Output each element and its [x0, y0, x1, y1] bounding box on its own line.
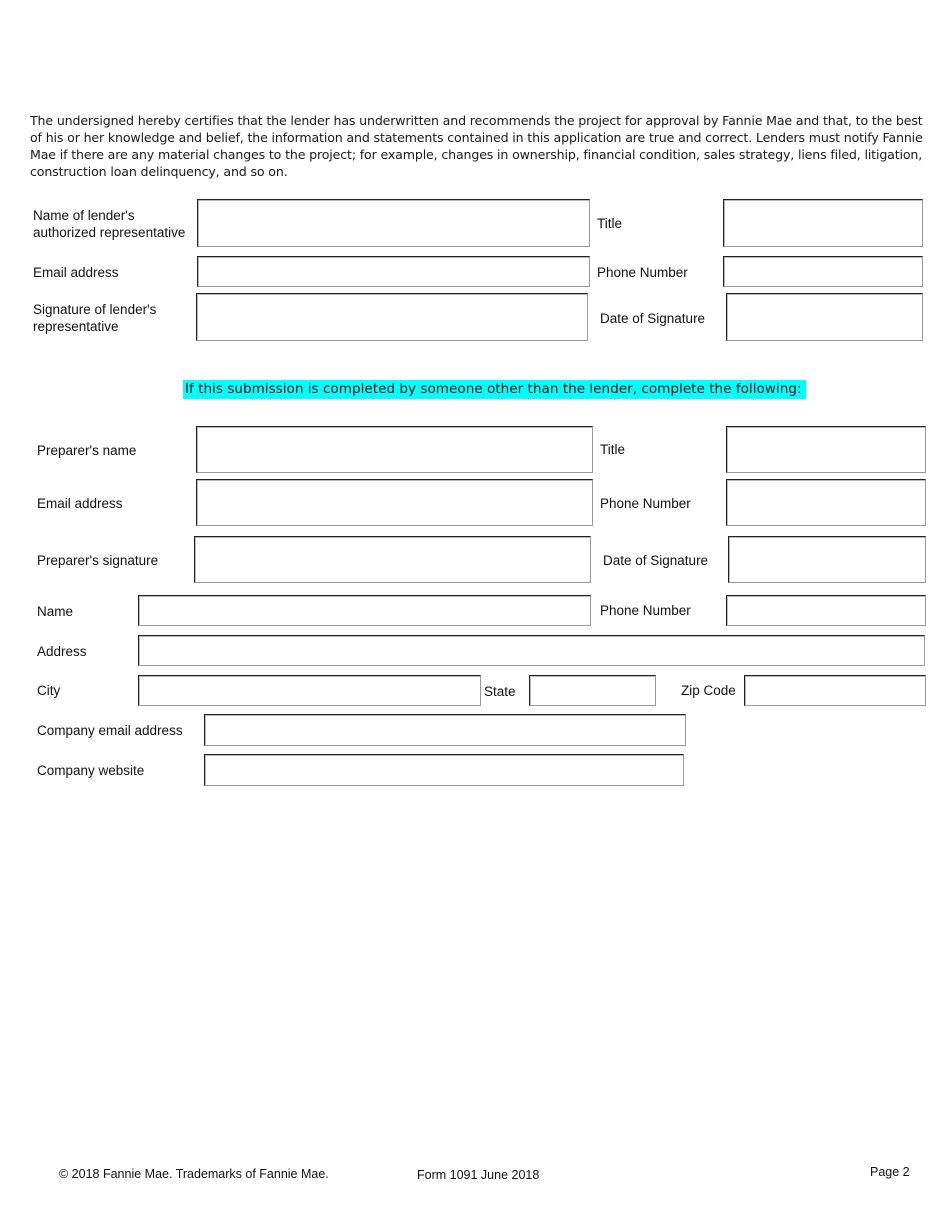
preparer-phone-field[interactable]	[726, 479, 926, 526]
lender-date-field[interactable]	[726, 293, 923, 341]
company-email-label: Company email address	[37, 723, 183, 738]
footer-copyright: © 2018 Fannie Mae. Trademarks of Fannie Mae.	[59, 1167, 329, 1181]
preparer-date-label: Date of Signature	[603, 553, 709, 568]
preparer-name-field[interactable]	[196, 426, 593, 473]
lender-signature-label-line2: representative	[33, 319, 119, 334]
lender-title-label: Title	[597, 216, 623, 231]
lender-phone-label: Phone Number	[597, 265, 688, 280]
lender-phone-field[interactable]	[723, 256, 923, 287]
preparer-signature-field[interactable]	[194, 536, 591, 583]
preparer-instruction-banner: If this submission is completed by someone other than the lender, complete the following:	[183, 380, 806, 399]
preparer-title-label: Title	[600, 442, 626, 457]
company-zip-label: Zip Code	[681, 683, 736, 698]
company-website-label: Company website	[37, 763, 145, 778]
lender-signature-field[interactable]	[196, 293, 588, 341]
certification-paragraph: The undersigned hereby certifies that the lender has underwritten and recommends the project for approval by Fannie Mae and that, to the best of his or her knowledge and belief, the information and statements contained in this application are true and correct. Lenders must notify Fannie Mae if there are any material changes to the project; for example, changes in ownership, financial condition, sales strategy, liens filed, litigation, construction loan delinquency, and so on.	[30, 113, 923, 179]
footer-page-number: Page 2	[870, 1165, 910, 1179]
lender-rep-name-label-line2: authorized representative	[33, 225, 186, 240]
company-address-field[interactable]	[138, 635, 925, 666]
company-name-field[interactable]	[138, 595, 591, 626]
company-zip-field[interactable]	[744, 675, 926, 706]
company-website-field[interactable]	[204, 754, 684, 786]
lender-rep-name-field[interactable]	[197, 199, 590, 247]
company-address-label: Address	[37, 644, 87, 659]
preparer-email-field[interactable]	[196, 479, 593, 526]
lender-date-label: Date of Signature	[600, 311, 706, 326]
company-city-label: City	[37, 683, 61, 698]
lender-email-field[interactable]	[197, 256, 590, 287]
preparer-name-label: Preparer's name	[37, 443, 137, 458]
company-phone-label: Phone Number	[600, 603, 691, 618]
preparer-email-label: Email address	[37, 496, 123, 511]
company-city-field[interactable]	[138, 675, 481, 706]
lender-signature-label-line1: Signature of lender's	[33, 302, 157, 317]
preparer-signature-label: Preparer's signature	[37, 553, 159, 568]
lender-title-field[interactable]	[723, 199, 923, 247]
preparer-date-field[interactable]	[728, 536, 926, 583]
lender-rep-name-label	[33, 207, 185, 241]
preparer-title-field[interactable]	[726, 426, 926, 473]
lender-email-label: Email address	[33, 265, 119, 280]
lender-rep-name-label-line1: Name of lender's	[33, 208, 135, 223]
company-state-field[interactable]	[529, 675, 656, 706]
company-email-field[interactable]	[204, 714, 686, 746]
footer-form-id: Form 1091 June 2018	[417, 1168, 540, 1182]
company-name-label: Name	[37, 604, 74, 619]
lender-signature-label	[33, 301, 156, 335]
preparer-phone-label: Phone Number	[600, 496, 691, 511]
company-phone-field[interactable]	[726, 595, 926, 626]
company-state-label: State	[484, 684, 516, 699]
